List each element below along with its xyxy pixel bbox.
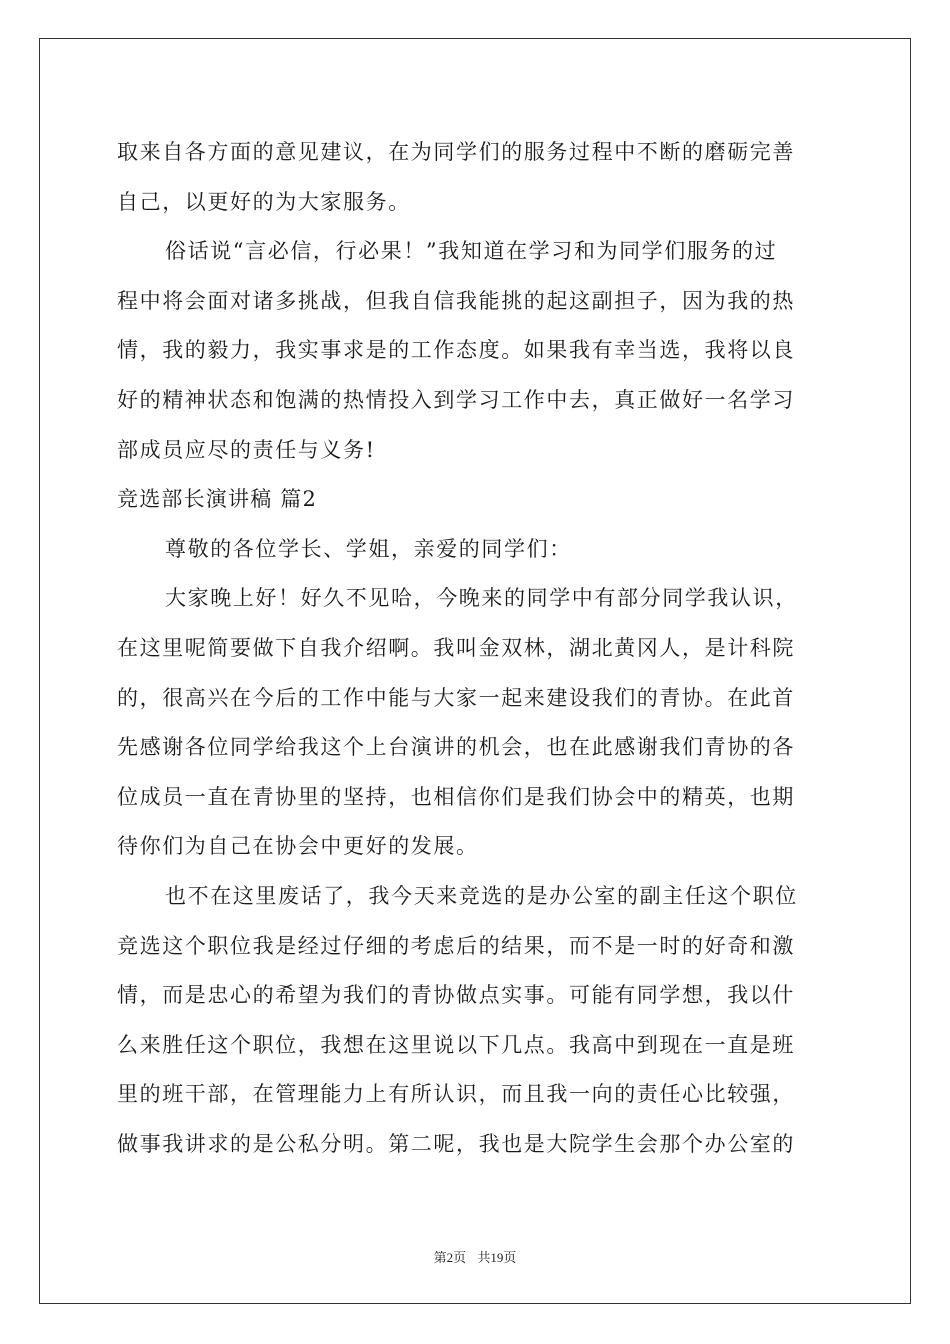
text-line: 取来自各方面的意见建议，在为同学们的服务过程中不断的磨砺完善 bbox=[117, 140, 795, 164]
paragraph bbox=[117, 872, 833, 1170]
page-number: 第2页 bbox=[433, 1250, 467, 1265]
page-footer bbox=[0, 1247, 950, 1266]
text-line: 么来胜任这个职位，我想在这里说以下几点。我高中到现在一直是班 bbox=[117, 1032, 795, 1057]
text-line: 大家晚上好！好久不见哈，今晚来的同学中有部分同学我认识， bbox=[165, 586, 798, 611]
text-line: 在这里呢简要做下自我介绍啊。我叫金双林，湖北黄冈人，是计科院 bbox=[117, 635, 795, 660]
text-line: 的，很高兴在今后的工作中能与大家一起来建设我们的青协。在此首 bbox=[117, 685, 795, 710]
text-line: 先感谢各位同学给我这个上台演讲的机会，也在此感谢我们青协的各 bbox=[117, 735, 795, 760]
paragraph bbox=[117, 574, 833, 872]
text-line: 待你们为自己在协会中更好的发展。 bbox=[117, 834, 479, 859]
page-total: 共19页 bbox=[477, 1250, 517, 1265]
section-heading: 竞选部长演讲稿 篇2 bbox=[117, 487, 318, 512]
document-body bbox=[117, 128, 833, 1169]
paragraph bbox=[117, 525, 833, 575]
text-line: 部成员应尽的责任与义务! bbox=[117, 437, 376, 462]
text-line: 也不在这里废话了，我今天来竞选的是办公室的副主任这个职位 bbox=[165, 883, 798, 908]
text-line: 程中将会面对诸多挑战，但我自信我能挑的起这副担子，因为我的热 bbox=[117, 288, 795, 313]
text-line: 竞选这个职位我是经过仔细的考虑后的结果，而不是一时的好奇和激 bbox=[117, 933, 795, 958]
text-line: 做事我讲求的是公私分明。第二呢，我也是大院学生会那个办公室的 bbox=[117, 1131, 795, 1156]
text-line: 里的班干部，在管理能力上有所认识，而且我一向的责任心比较强， bbox=[117, 1082, 795, 1107]
paragraph bbox=[117, 128, 833, 227]
text-line: 自己，以更好的为大家服务。 bbox=[117, 189, 411, 214]
text-line: 情，而是忠心的希望为我们的青协做点实事。可能有同学想，我以什 bbox=[117, 983, 795, 1008]
paragraph bbox=[117, 227, 833, 475]
text-line: 好的精神状态和饱满的热情投入到学习工作中去，真正做好一名学习 bbox=[117, 387, 795, 412]
text-line: 尊敬的各位学长、学姐，亲爱的同学们： bbox=[165, 536, 572, 561]
text-line: 俗话说“言必信，行必果！”我知道在学习和为同学们服务的过 bbox=[165, 239, 778, 264]
text-line: 情，我的毅力，我实事求是的工作态度。如果我有幸当选，我将以良 bbox=[117, 338, 795, 363]
text-line: 位成员一直在青协里的坚持，也相信你们是我们协会中的精英，也期 bbox=[117, 784, 795, 809]
